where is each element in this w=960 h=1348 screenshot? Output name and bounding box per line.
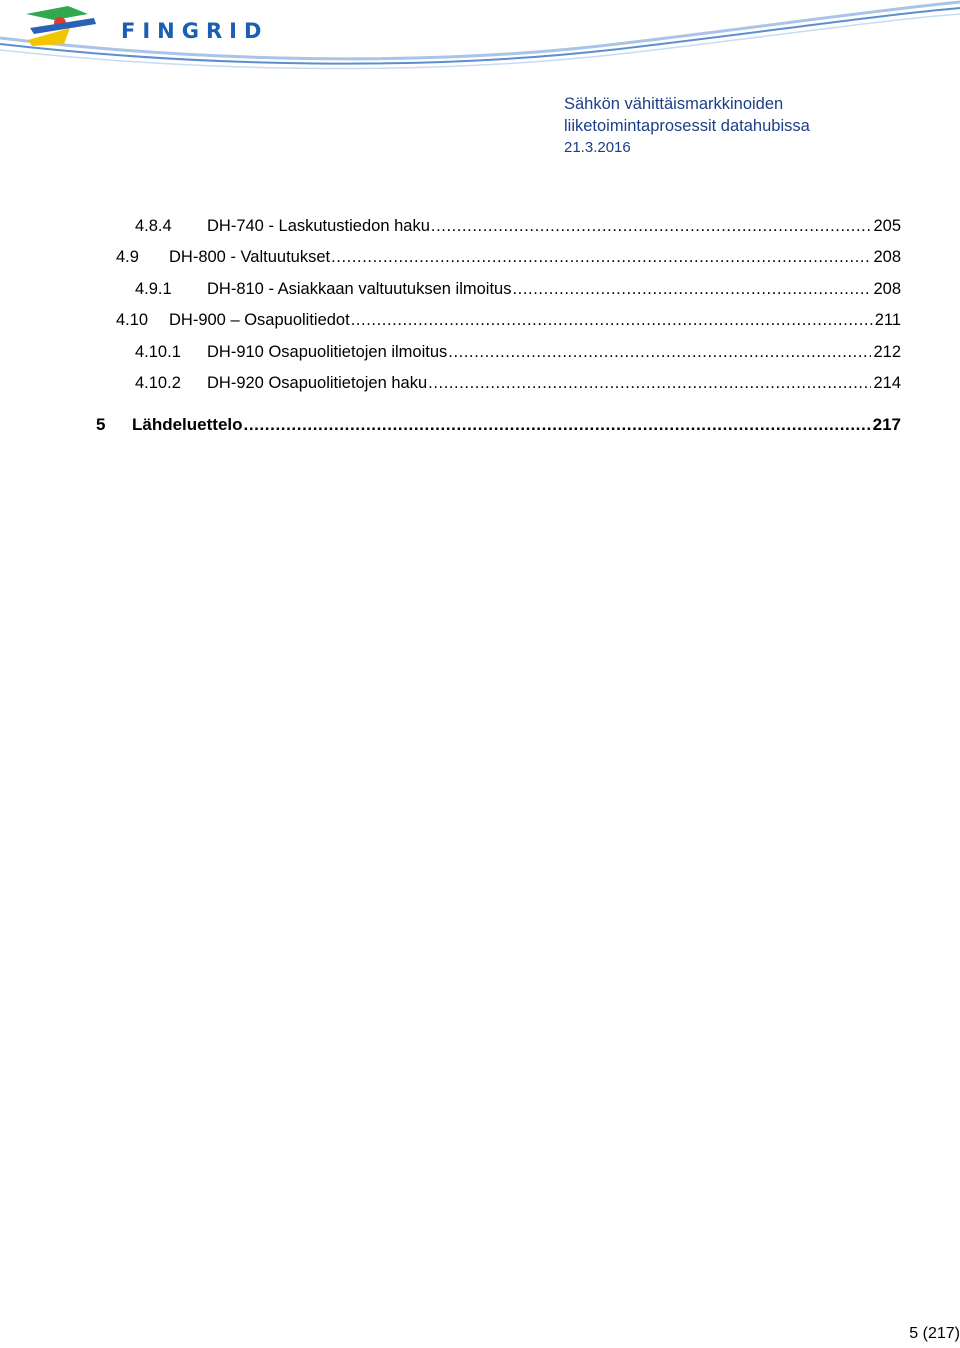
toc-entry[interactable] <box>135 371 901 395</box>
toc-entry-number: 5 <box>96 415 106 434</box>
toc-entry-chapter[interactable] <box>96 413 901 437</box>
toc-entry-number: 4.10.1 <box>135 343 181 361</box>
toc-entry-page: 217 <box>872 415 901 434</box>
toc-entry-title: Lähdeluettelo <box>132 415 243 434</box>
toc-entry-title: DH-800 - Valtuutukset <box>169 248 331 266</box>
company-logo <box>24 4 269 52</box>
toc-entry[interactable] <box>116 245 901 269</box>
logo-mark-icon <box>24 4 104 52</box>
document-title-line-1: Sähkön vähittäismarkkinoiden <box>564 95 784 113</box>
toc-entry-page: 211 <box>874 311 901 329</box>
toc-entry-number: 4.9.1 <box>135 280 172 298</box>
toc-entry-title: DH-900 – Osapuolitiedot <box>169 311 350 329</box>
toc-dot-leader <box>428 371 871 395</box>
toc-dot-leader <box>351 308 873 332</box>
toc-entry-page: 208 <box>873 248 901 266</box>
logo-wordmark: FINGRID <box>121 19 269 43</box>
toc-dot-leader <box>244 413 871 437</box>
toc-entry-number: 4.10.2 <box>135 374 181 392</box>
toc-entry[interactable] <box>135 340 901 364</box>
toc-entry[interactable] <box>135 214 901 238</box>
document-title-line-2: liiketoimintaprosessit datahubissa <box>564 116 810 135</box>
toc-entry[interactable] <box>135 277 901 301</box>
toc-entry-title: DH-740 - Laskutustiedon haku <box>207 217 430 235</box>
toc-entry-title: DH-920 Osapuolitietojen haku <box>207 374 428 392</box>
toc-dot-leader <box>448 340 871 364</box>
toc-entry-title: DH-810 - Asiakkaan valtuutuksen ilmoitus <box>207 280 512 298</box>
toc-entry-page: 212 <box>873 343 901 361</box>
toc-entry-title: DH-910 Osapuolitietojen ilmoitus <box>207 343 448 361</box>
toc-entry[interactable] <box>116 308 901 332</box>
toc-entry-page: 208 <box>873 280 901 298</box>
toc-entry-number: 4.9 <box>116 248 139 266</box>
toc-dot-leader <box>331 245 871 269</box>
toc-entry-number: 4.8.4 <box>135 217 172 235</box>
toc-dot-leader <box>431 214 872 238</box>
page-number: 5 (217) <box>909 1325 960 1342</box>
toc-entry-page: 205 <box>873 217 901 235</box>
document-date: 21.3.2016 <box>564 139 631 156</box>
document-header-info <box>564 94 810 158</box>
toc-entry-number: 4.10 <box>116 311 149 329</box>
toc-dot-leader <box>512 277 871 301</box>
toc-entry-page: 214 <box>873 374 901 392</box>
